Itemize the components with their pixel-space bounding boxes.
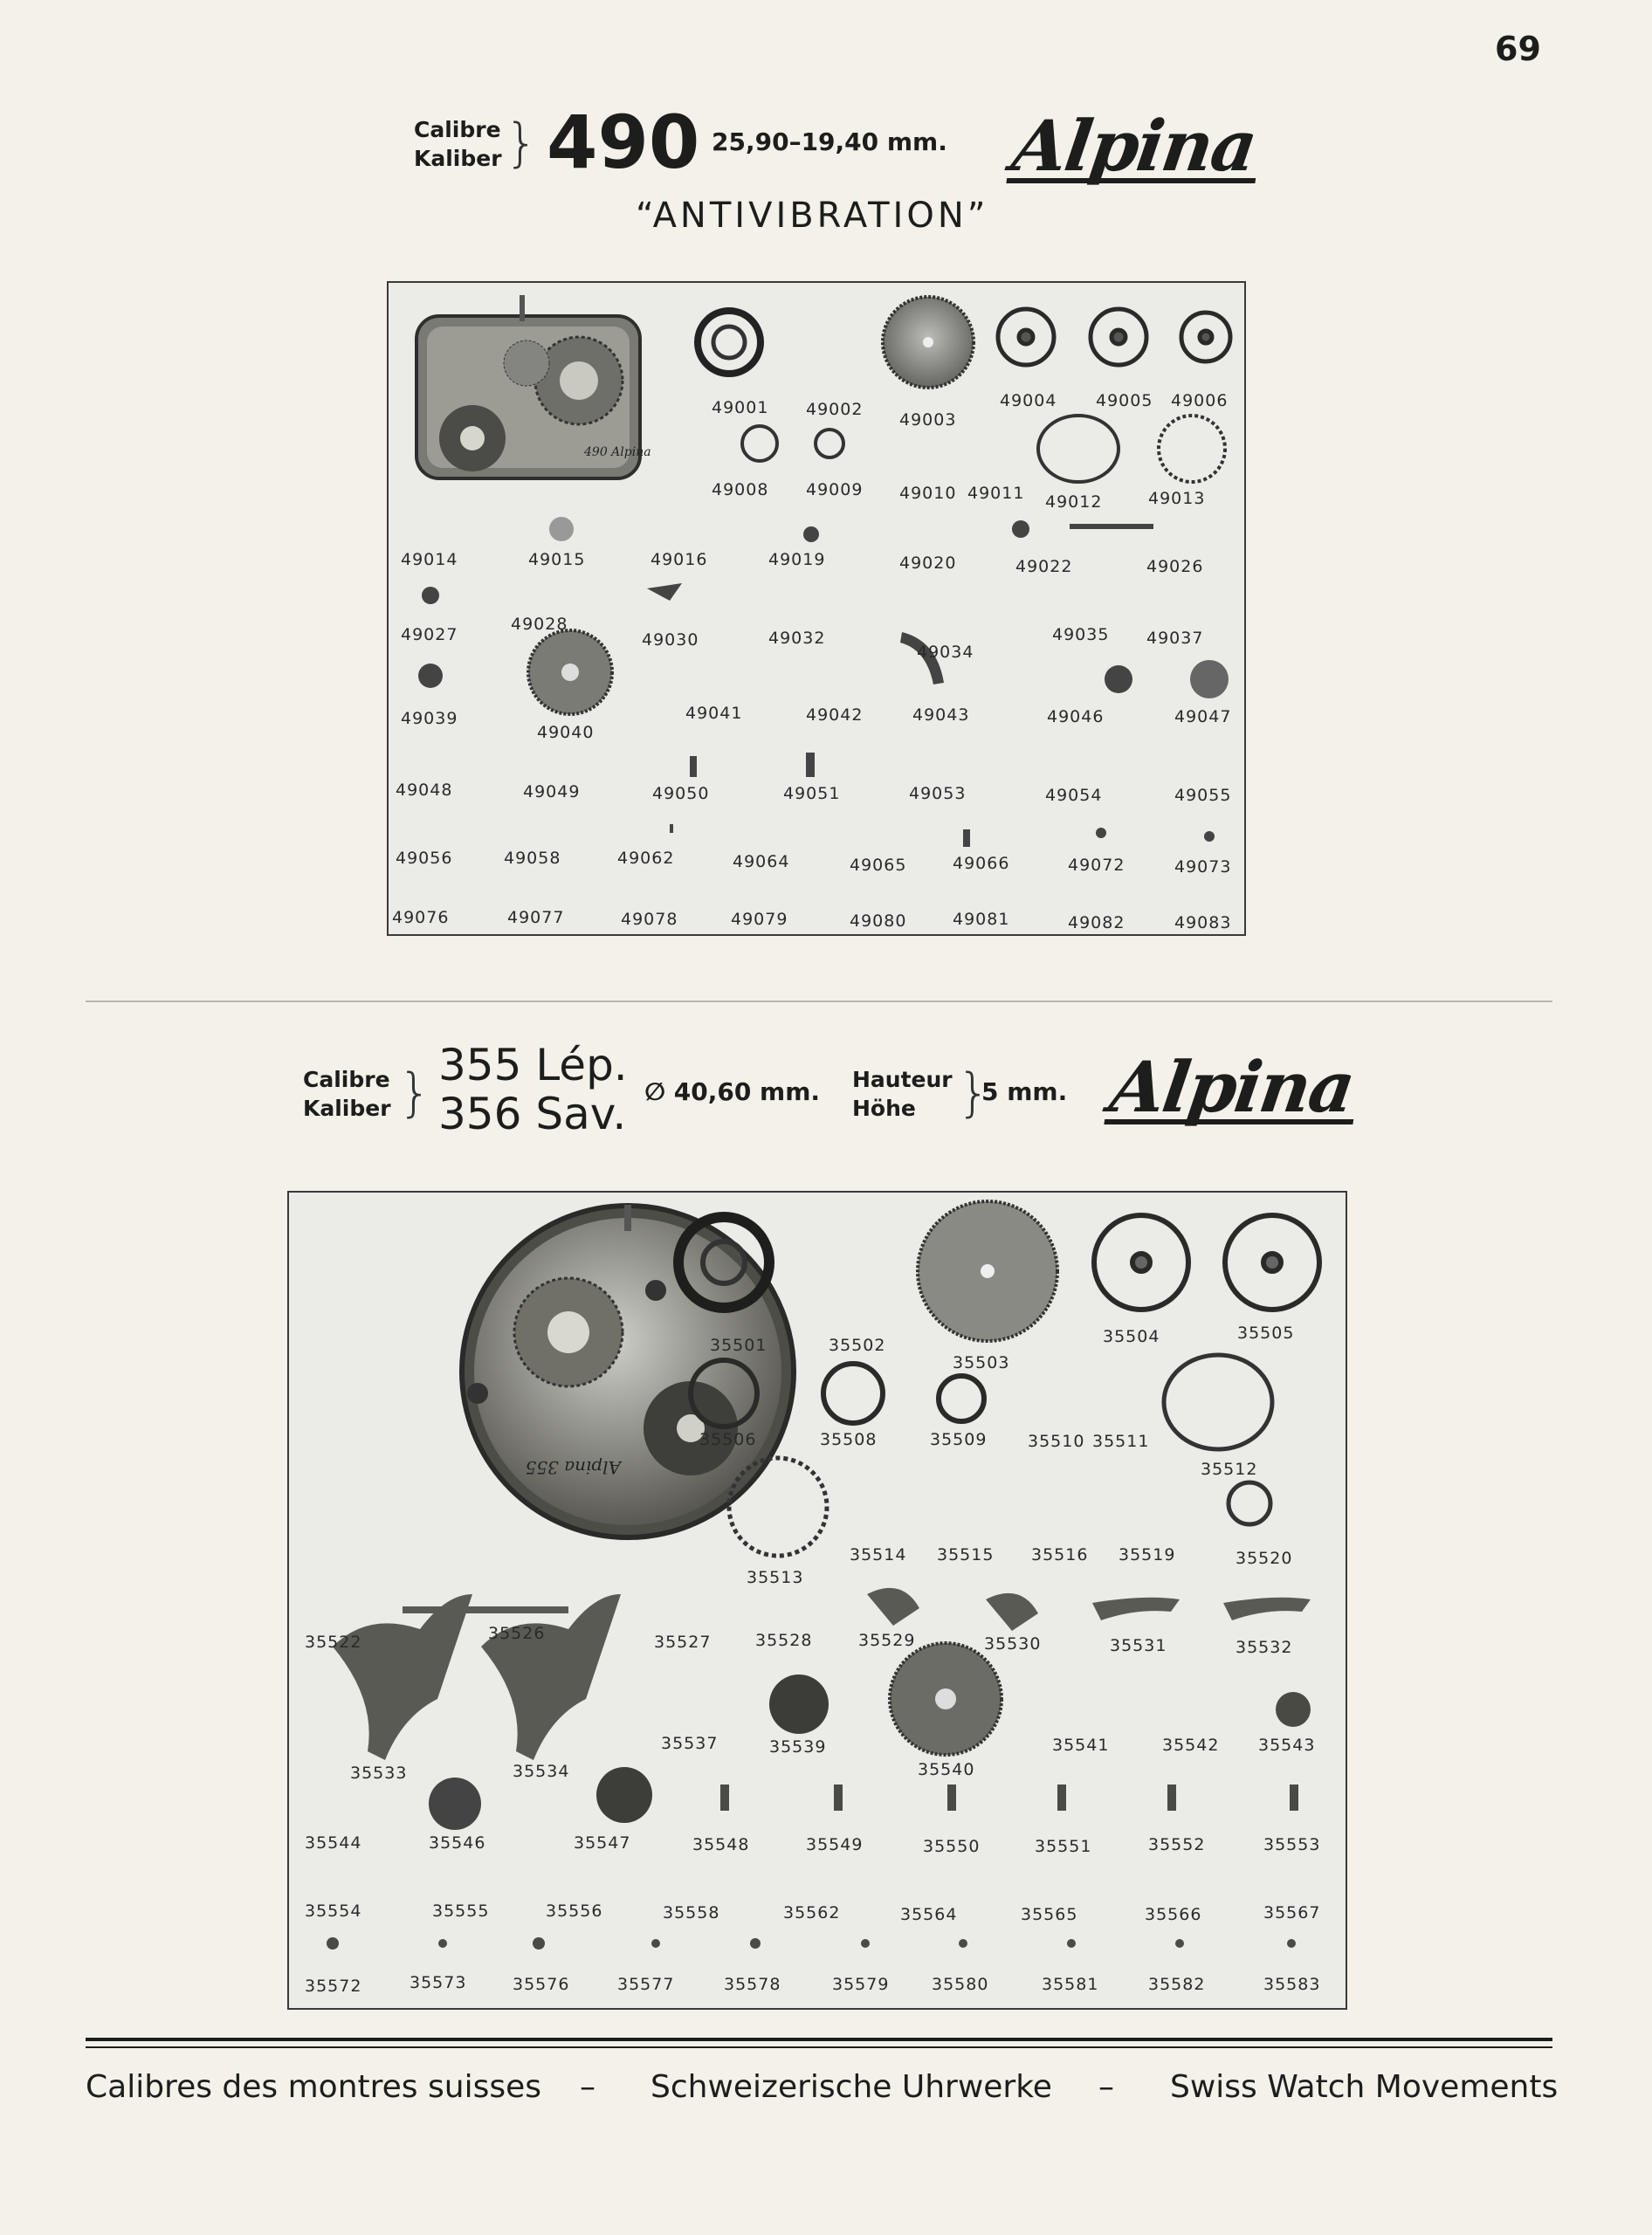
hohe-label: Höhe bbox=[852, 1096, 916, 1121]
cal490-part-label-49035: 49035 bbox=[1052, 625, 1110, 644]
cal355-part-label-35528: 35528 bbox=[755, 1631, 813, 1650]
cal490-part-label-49037: 49037 bbox=[1146, 629, 1204, 648]
footer-french: Calibres des montres suisses bbox=[86, 2069, 541, 2105]
cal355-part-label-35552: 35552 bbox=[1148, 1835, 1206, 1854]
cal490-part-label-49040: 49040 bbox=[537, 723, 595, 742]
cal490-part-label-49004: 49004 bbox=[1000, 391, 1057, 410]
cal355-part-label-35553: 35553 bbox=[1263, 1835, 1321, 1854]
bridges-levers-icons bbox=[333, 1588, 1311, 1830]
kaliber-label: Kaliber bbox=[303, 1096, 391, 1121]
brace-3: } bbox=[957, 1062, 991, 1124]
cal490-part-label-49003: 49003 bbox=[899, 410, 957, 430]
cal355-part-label-35506: 35506 bbox=[699, 1430, 757, 1449]
brand-logo-alpina: Alpina bbox=[1006, 113, 1264, 183]
cal490-part-label-49047: 49047 bbox=[1174, 707, 1232, 726]
cal355-part-label-35522: 35522 bbox=[305, 1633, 362, 1652]
cal490-part-label-49010: 49010 bbox=[899, 484, 957, 503]
page-number: 69 bbox=[1495, 30, 1541, 68]
cal490-part-label-49048: 49048 bbox=[396, 781, 453, 800]
cal490-part-label-49062: 49062 bbox=[617, 849, 675, 868]
cal355-part-label-35544: 35544 bbox=[305, 1833, 362, 1853]
cal490-part-label-49079: 49079 bbox=[731, 910, 788, 929]
cal355-part-label-35572: 35572 bbox=[305, 1977, 362, 1996]
cal490-part-label-49081: 49081 bbox=[953, 910, 1010, 929]
cal355-part-label-35555: 35555 bbox=[432, 1901, 490, 1921]
cal490-part-label-49014: 49014 bbox=[401, 550, 458, 569]
cal355-part-label-35508: 35508 bbox=[820, 1430, 878, 1449]
section-divider bbox=[86, 1001, 1552, 1002]
brace-2: } bbox=[398, 1062, 432, 1124]
diameter: ∅ 40,60 mm. bbox=[644, 1077, 821, 1106]
cal490-part-label-49032: 49032 bbox=[768, 629, 826, 648]
brace-1: } bbox=[505, 113, 539, 174]
cal490-part-label-49041: 49041 bbox=[685, 704, 743, 723]
cal490-part-label-49055: 49055 bbox=[1174, 786, 1232, 805]
cal355-part-label-35546: 35546 bbox=[429, 1833, 486, 1853]
cal355-part-label-35505: 35505 bbox=[1237, 1324, 1295, 1343]
cal490-part-label-49026: 49026 bbox=[1146, 557, 1204, 576]
cal490-part-label-49016: 49016 bbox=[650, 550, 708, 569]
cal355-part-label-35503: 35503 bbox=[953, 1353, 1010, 1372]
parts-plate-355 bbox=[287, 1191, 1347, 2010]
cal355-part-label-35531: 35531 bbox=[1110, 1636, 1167, 1655]
calibre-subtitle: “ANTIVIBRATION” bbox=[636, 196, 989, 236]
cal490-part-label-49073: 49073 bbox=[1174, 857, 1232, 877]
cal490-part-label-49051: 49051 bbox=[783, 784, 841, 803]
cal355-part-label-35548: 35548 bbox=[692, 1835, 750, 1854]
cal490-part-label-49042: 49042 bbox=[806, 705, 864, 725]
footer-dash-2: – bbox=[1098, 2069, 1114, 2105]
cal490-part-label-49028: 49028 bbox=[511, 615, 568, 634]
cal355-part-label-35504: 35504 bbox=[1103, 1327, 1160, 1346]
cal355-part-label-35511: 35511 bbox=[1092, 1432, 1150, 1451]
footer-rule-thin bbox=[86, 2046, 1552, 2048]
cal490-part-label-49076: 49076 bbox=[392, 908, 450, 927]
cal355-part-label-35519: 35519 bbox=[1119, 1545, 1176, 1564]
cal490-part-label-49027: 49027 bbox=[401, 625, 458, 644]
cal355-part-label-35566: 35566 bbox=[1145, 1905, 1202, 1924]
cal490-part-label-49022: 49022 bbox=[1015, 557, 1073, 576]
kaliber-label: Kaliber bbox=[414, 146, 502, 171]
cal490-part-label-49065: 49065 bbox=[850, 856, 907, 875]
cal490-part-label-49009: 49009 bbox=[806, 480, 864, 499]
cal490-part-label-49064: 49064 bbox=[733, 852, 790, 871]
footer-dash-1: – bbox=[580, 2069, 595, 2105]
cal355-part-label-35537: 35537 bbox=[661, 1734, 719, 1753]
calibre-label: Calibre bbox=[414, 117, 501, 142]
balance-icons bbox=[742, 416, 1225, 482]
cal490-part-label-49077: 49077 bbox=[507, 908, 565, 927]
cal490-part-label-49012: 49012 bbox=[1045, 492, 1103, 512]
cal490-part-label-49039: 49039 bbox=[401, 709, 458, 728]
movement-490-photo bbox=[416, 295, 651, 478]
cal355-part-label-35581: 35581 bbox=[1042, 1975, 1099, 1994]
parts-photo-490 bbox=[389, 283, 1244, 934]
cal490-part-label-49046: 49046 bbox=[1047, 707, 1105, 726]
cal355-part-label-35550: 35550 bbox=[923, 1837, 981, 1856]
cal490-part-label-49058: 49058 bbox=[504, 849, 561, 868]
calibre-label: Calibre bbox=[303, 1067, 390, 1092]
brand-logo-alpina-2: Alpina bbox=[1104, 1055, 1362, 1124]
cal355-part-label-35578: 35578 bbox=[724, 1975, 781, 1994]
cal355-part-label-35502: 35502 bbox=[829, 1336, 886, 1355]
cal490-part-label-49072: 49072 bbox=[1068, 856, 1125, 875]
cal490-part-label-49083: 49083 bbox=[1174, 913, 1232, 932]
cal355-part-label-35520: 35520 bbox=[1236, 1549, 1293, 1568]
cal490-part-label-49080: 49080 bbox=[850, 911, 907, 931]
cal355-part-label-35534: 35534 bbox=[513, 1762, 570, 1781]
cal355-part-label-35539: 35539 bbox=[769, 1737, 827, 1757]
cal355-part-label-35582: 35582 bbox=[1148, 1975, 1206, 1994]
cal355-part-label-35541: 35541 bbox=[1052, 1736, 1110, 1755]
balance-icons-2 bbox=[729, 1355, 1272, 1556]
cal355-part-label-35512: 35512 bbox=[1201, 1460, 1258, 1479]
cal490-part-label-49056: 49056 bbox=[396, 849, 453, 868]
cal355-part-label-35577: 35577 bbox=[617, 1975, 675, 1994]
height-value: 5 mm. bbox=[981, 1077, 1068, 1106]
cal490-part-label-49066: 49066 bbox=[953, 854, 1010, 873]
cal355-part-label-35530: 35530 bbox=[984, 1634, 1042, 1654]
parts-photo-355 bbox=[289, 1193, 1346, 2008]
cal355-part-label-35576: 35576 bbox=[513, 1975, 570, 1994]
cal490-part-label-49013: 49013 bbox=[1148, 489, 1206, 508]
cal355-part-label-35529: 35529 bbox=[858, 1631, 916, 1650]
cal355-part-label-35551: 35551 bbox=[1035, 1837, 1092, 1856]
cal490-part-label-49043: 49043 bbox=[912, 705, 970, 725]
cal490-part-label-49011: 49011 bbox=[967, 484, 1025, 503]
model-lepine: 355 Lép. bbox=[438, 1040, 628, 1090]
footer-german: Schweizerische Uhrwerke bbox=[650, 2069, 1052, 2105]
cal490-part-label-49015: 49015 bbox=[528, 550, 586, 569]
cal355-part-label-35532: 35532 bbox=[1236, 1638, 1293, 1657]
cal490-part-label-49030: 49030 bbox=[642, 630, 699, 650]
cal355-part-label-35543: 35543 bbox=[1258, 1736, 1316, 1755]
cal355-part-label-35515: 35515 bbox=[937, 1545, 995, 1564]
cal490-part-label-49078: 49078 bbox=[621, 910, 678, 929]
cal355-part-label-35526: 35526 bbox=[488, 1624, 546, 1643]
cal355-part-label-35554: 35554 bbox=[305, 1901, 362, 1921]
cal490-part-label-49054: 49054 bbox=[1045, 786, 1103, 805]
cal490-part-label-49019: 49019 bbox=[768, 550, 826, 569]
cal355-part-label-35579: 35579 bbox=[832, 1975, 890, 1994]
wheels-49004-49006-icon bbox=[998, 309, 1230, 365]
cal355-part-label-35509: 35509 bbox=[930, 1430, 988, 1449]
cal355-part-label-35549: 35549 bbox=[806, 1835, 864, 1854]
cal490-part-label-49082: 49082 bbox=[1068, 913, 1125, 932]
cal355-part-label-35547: 35547 bbox=[574, 1833, 631, 1853]
hauteur-label: Hauteur bbox=[852, 1067, 953, 1092]
cal355-part-label-35542: 35542 bbox=[1162, 1736, 1220, 1755]
cal355-part-label-35558: 35558 bbox=[663, 1903, 720, 1922]
cal490-part-label-49008: 49008 bbox=[712, 480, 769, 499]
calibre-size: 25,90–19,40 mm. bbox=[712, 127, 947, 156]
cal490-part-label-49050: 49050 bbox=[652, 784, 710, 803]
footer-english: Swiss Watch Movements bbox=[1170, 2069, 1559, 2105]
calibre-number: 490 bbox=[547, 100, 700, 185]
movement-marking-355: Alpina 355 bbox=[525, 1457, 621, 1478]
calibre-label-stack-2 bbox=[303, 1065, 391, 1123]
parts-plate-490 bbox=[387, 281, 1246, 936]
cal355-part-label-35580: 35580 bbox=[932, 1975, 989, 1994]
cal355-part-label-35510: 35510 bbox=[1028, 1432, 1085, 1451]
cal355-part-label-35533: 35533 bbox=[350, 1764, 408, 1783]
cal355-part-label-35583: 35583 bbox=[1263, 1975, 1321, 1994]
footer-rule-thick bbox=[86, 2038, 1552, 2041]
cal490-part-label-49005: 49005 bbox=[1096, 391, 1153, 410]
calibre-label-stack-1 bbox=[414, 115, 502, 173]
cal490-part-label-49049: 49049 bbox=[523, 782, 581, 801]
cal355-part-label-35562: 35562 bbox=[783, 1903, 841, 1922]
cal490-part-label-49034: 49034 bbox=[917, 643, 974, 662]
cal355-part-label-35501: 35501 bbox=[710, 1336, 767, 1355]
cal355-part-label-35556: 35556 bbox=[546, 1901, 603, 1921]
hairspring-icon bbox=[698, 311, 761, 374]
cal490-part-label-49053: 49053 bbox=[909, 784, 967, 803]
cal355-part-label-35565: 35565 bbox=[1021, 1905, 1078, 1924]
cal355-part-label-35564: 35564 bbox=[900, 1905, 958, 1924]
cal490-part-label-49006: 49006 bbox=[1171, 391, 1229, 410]
model-savonnette: 356 Sav. bbox=[438, 1089, 627, 1139]
model-stack bbox=[438, 1041, 628, 1138]
cal355-part-label-35516: 35516 bbox=[1031, 1545, 1089, 1564]
cal490-part-label-49001: 49001 bbox=[712, 398, 769, 417]
cal355-part-label-35573: 35573 bbox=[410, 1973, 467, 1992]
movement-marking-490: 490 Alpina bbox=[584, 445, 651, 459]
cal490-part-label-49020: 49020 bbox=[899, 554, 957, 573]
cal355-part-label-35513: 35513 bbox=[747, 1568, 804, 1587]
height-label-stack bbox=[852, 1065, 953, 1123]
cal490-part-label-49002: 49002 bbox=[806, 400, 864, 419]
cal355-part-label-35527: 35527 bbox=[654, 1633, 712, 1652]
cal355-part-label-35514: 35514 bbox=[850, 1545, 907, 1564]
cal355-part-label-35540: 35540 bbox=[918, 1760, 975, 1779]
cal355-part-label-35567: 35567 bbox=[1263, 1903, 1321, 1922]
